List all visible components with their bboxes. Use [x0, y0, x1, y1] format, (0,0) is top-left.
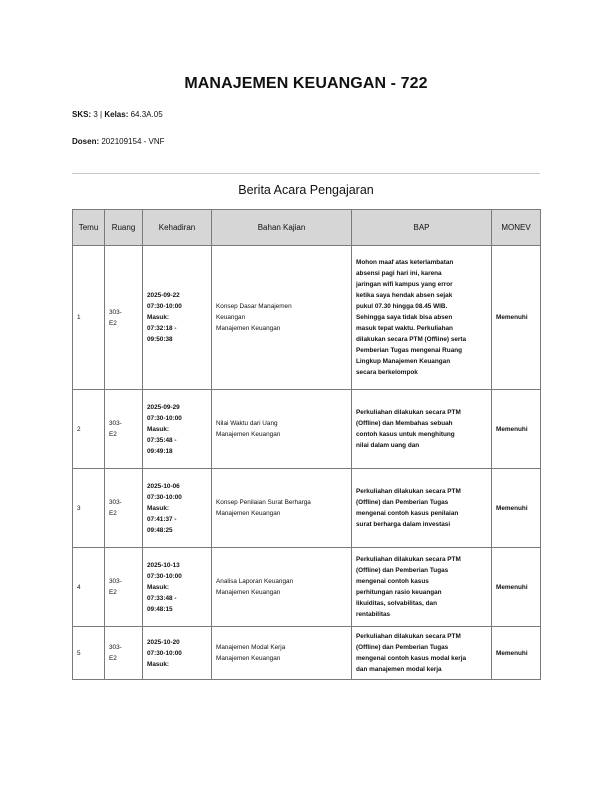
cell-bap-line: perhitungan rasio keuangan [356, 589, 442, 596]
cell-ruang-line: 303- [109, 644, 122, 651]
cell-bap [352, 390, 492, 469]
dosen-label: Dosen: [72, 137, 100, 146]
cell-kehadiran-line: 09:48:25 [147, 526, 173, 534]
cell-bahan-kajian-line: Keuangan [216, 314, 246, 321]
cell-bahan-kajian-line: Konsep Dasar Manajemen [216, 303, 292, 310]
table-header-row [73, 210, 541, 246]
cell-bap-line: rentabilitas [356, 611, 391, 618]
cell-temu: 2 [73, 390, 105, 469]
cell-bap-line: nilai dalam uang dan [356, 442, 420, 449]
cell-temu: 5 [73, 627, 105, 680]
cell-bap-line: ketika saya hendak absen sejak [356, 292, 453, 299]
cell-ruang-line: E2 [109, 655, 117, 662]
divider [72, 173, 540, 174]
cell-bap-line: Pemberian Tugas mengenai Ruang [356, 347, 463, 354]
cell-bahan-kajian-line: Manajemen Keuangan [216, 510, 281, 517]
cell-bahan-kajian [212, 627, 352, 680]
cell-bap-line: mengenai contoh kasus penilaian [356, 510, 459, 517]
cell-temu: 1 [73, 246, 105, 390]
teaching-record-table [72, 209, 541, 680]
cell-bahan-kajian-line: Nilai Waktu dari Uang [216, 420, 278, 427]
cell-bap-line: surat berharga dalam investasi [356, 521, 451, 528]
col-header-bahan-kajian: Bahan Kajian [212, 210, 352, 246]
dosen-value: 202109154 - VNF [101, 137, 165, 146]
cell-bap-line: (Offline) dan Pemberian Tugas [356, 567, 449, 574]
cell-ruang [105, 246, 143, 390]
meta-separator: | [100, 110, 103, 119]
cell-bahan-kajian [212, 469, 352, 548]
cell-temu: 4 [73, 548, 105, 627]
cell-bahan-kajian-line: Konsep Penilaian Surat Berharga [216, 499, 311, 506]
cell-bap-line: pukul 07.30 hingga 08.45 WIB. [356, 303, 448, 310]
cell-kehadiran-line: 2025-10-06 [147, 482, 180, 490]
col-header-bap: BAP [352, 210, 492, 246]
cell-kehadiran-line: 09:49:18 [147, 447, 173, 455]
cell-bahan-kajian-line: Manajemen Modal Kerja [216, 644, 286, 651]
lecturer-info [72, 137, 165, 146]
page-title: MANAJEMEN KEUANGAN - 722 [184, 75, 428, 92]
cell-kehadiran-line: 07:41:37 - [147, 515, 177, 523]
cell-bap-line: Lingkup Manajemen Keuangan [356, 358, 451, 365]
cell-kehadiran [143, 390, 212, 469]
col-header-temu: Temu [73, 210, 105, 246]
cell-ruang [105, 627, 143, 680]
cell-kehadiran-line: Masuk: [147, 425, 170, 433]
cell-bahan-kajian-line: Manajemen Keuangan [216, 655, 281, 662]
cell-kehadiran-line: 07:30-10:00 [147, 493, 182, 501]
cell-ruang-line: 303- [109, 420, 122, 427]
cell-bap-line: contoh kasus untuk menghitung [356, 431, 455, 438]
cell-ruang [105, 548, 143, 627]
cell-kehadiran [143, 469, 212, 548]
col-header-monev: MONEV [492, 210, 541, 246]
cell-bahan-kajian-line: Manajemen Keuangan [216, 431, 281, 438]
cell-bap-line: Sehingga saya tidak bisa absen [356, 314, 453, 321]
cell-kehadiran-line: Masuk: [147, 504, 170, 512]
cell-bap-line: (Offline) dan Membahas sebuah [356, 420, 453, 427]
cell-kehadiran-line: 07:30-10:00 [147, 303, 182, 310]
cell-kehadiran-line: 09:48:15 [147, 605, 173, 613]
cell-bap-line: Perkuliahan dilakukan secara PTM [356, 409, 461, 416]
cell-kehadiran-line: 07:30-10:00 [147, 414, 182, 422]
cell-monev: Memenuhi [492, 246, 541, 390]
cell-bap-line: secara berkelompok [356, 369, 418, 376]
cell-kehadiran [143, 548, 212, 627]
cell-bap-line: mengenai contoh kasus [356, 578, 429, 585]
table-row [73, 246, 541, 390]
cell-temu: 3 [73, 469, 105, 548]
cell-kehadiran-line: Masuk: [147, 314, 170, 321]
cell-ruang-line: 303- [109, 308, 122, 316]
cell-bap-line: dilakukan secara PTM (Offline) serta [356, 336, 467, 343]
cell-bap [352, 469, 492, 548]
cell-monev: Memenuhi [492, 469, 541, 548]
cell-bap [352, 548, 492, 627]
cell-monev: Memenuhi [492, 627, 541, 680]
cell-bap-line: Mohon maaf atas keterlambatan [356, 259, 454, 266]
cell-ruang-line: E2 [109, 319, 117, 327]
cell-bap [352, 246, 492, 390]
cell-bap-line: masuk tepat waktu. Perkuliahan [356, 325, 453, 332]
cell-monev: Memenuhi [492, 390, 541, 469]
cell-kehadiran-line: Masuk: [147, 660, 170, 668]
table-row [73, 548, 541, 627]
sks-label: SKS: [72, 110, 92, 119]
table-row [73, 390, 541, 469]
cell-ruang [105, 469, 143, 548]
cell-kehadiran-line: 2025-09-22 [147, 292, 180, 299]
cell-ruang-line: E2 [109, 510, 117, 517]
cell-bap-line: (Offline) dan Pemberian Tugas [356, 644, 449, 651]
cell-bap-line: (Offline) dan Pemberian Tugas [356, 499, 449, 506]
cell-monev: Memenuhi [492, 548, 541, 627]
cell-bahan-kajian-line: Manajemen Keuangan [216, 325, 281, 332]
cell-kehadiran-line: 2025-10-20 [147, 638, 180, 646]
cell-kehadiran-line: 09:50:38 [147, 336, 173, 343]
cell-kehadiran-line: 07:35:48 - [147, 436, 177, 444]
cell-kehadiran-line: 2025-10-13 [147, 561, 180, 569]
cell-ruang [105, 390, 143, 469]
cell-ruang-line: E2 [109, 589, 117, 596]
cell-bap-line: absensi pagi hari ini, karena [356, 270, 442, 277]
sks-value: 3 [93, 110, 98, 119]
kelas-value: 64.3A.05 [130, 110, 163, 119]
section-title: Berita Acara Pengajaran [238, 183, 374, 197]
cell-bahan-kajian [212, 390, 352, 469]
col-header-kehadiran: Kehadiran [143, 210, 212, 246]
cell-bap-line: dan manajemen modal kerja [356, 666, 442, 673]
cell-bap-line: mengenai contoh kasus modal kerja [356, 655, 467, 662]
col-header-ruang: Ruang [105, 210, 143, 246]
cell-kehadiran-line: Masuk: [147, 583, 170, 591]
cell-kehadiran [143, 627, 212, 680]
cell-bahan-kajian-line: Manajemen Keuangan [216, 589, 281, 596]
cell-bahan-kajian [212, 548, 352, 627]
cell-kehadiran-line: 07:30-10:00 [147, 572, 182, 580]
cell-bap-line: likuiditas, solvabilitas, dan [356, 600, 437, 607]
table-row [73, 469, 541, 548]
course-info [72, 110, 163, 119]
cell-kehadiran-line: 07:30-10:00 [147, 649, 182, 657]
table-row [73, 627, 541, 680]
cell-ruang-line: 303- [109, 499, 122, 506]
cell-bap-line: Perkuliahan dilakukan secara PTM [356, 556, 461, 563]
cell-kehadiran-line: 07:32:18 - [147, 325, 177, 332]
cell-bahan-kajian [212, 246, 352, 390]
cell-bap [352, 627, 492, 680]
cell-bap-line: Perkuliahan dilakukan secara PTM [356, 488, 461, 495]
cell-bahan-kajian-line: Analisa Laporan Keuangan [216, 578, 294, 585]
cell-kehadiran-line: 07:33:48 - [147, 594, 177, 602]
kelas-label: Kelas: [104, 110, 129, 119]
cell-ruang-line: 303- [109, 578, 122, 585]
cell-kehadiran-line: 2025-09-29 [147, 403, 180, 411]
cell-ruang-line: E2 [109, 431, 117, 438]
cell-bap-line: Perkuliahan dilakukan secara PTM [356, 633, 461, 640]
cell-kehadiran [143, 246, 212, 390]
cell-bap-line: jaringan wifi kampus yang error [356, 281, 453, 288]
